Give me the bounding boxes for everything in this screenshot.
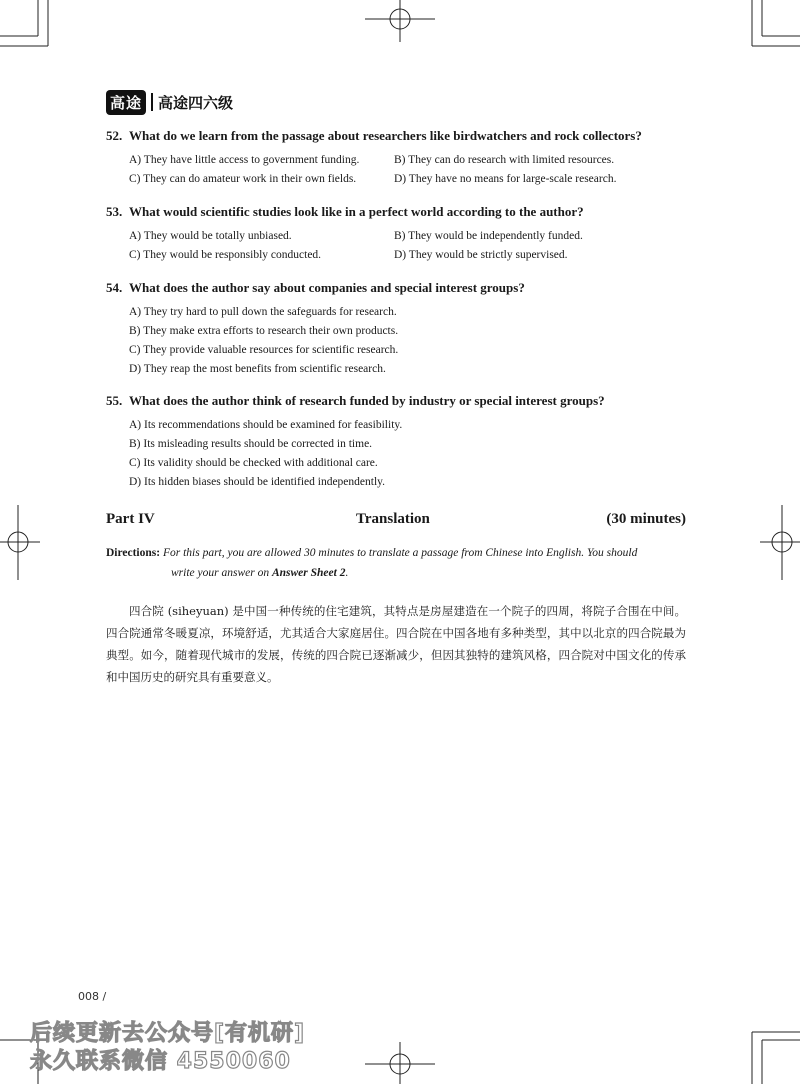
option-b: B) They would be independently funded. xyxy=(394,230,583,242)
directions xyxy=(106,543,691,583)
option-b: B) Its misleading results should be corrected in time. xyxy=(129,438,373,450)
part-header xyxy=(106,511,686,531)
directions-text-2c: . xyxy=(345,567,349,579)
question-stem xyxy=(106,128,696,144)
question-text: What does the author think of research funded by industry or special interest groups? xyxy=(129,393,605,408)
option-c: C) They provide valuable resources for scientific research. xyxy=(129,344,399,356)
option-c: C) They would be responsibly conducted. xyxy=(129,249,322,261)
question-text: What do we learn from the passage about researchers like birdwatchers and rock collectors? xyxy=(129,128,642,143)
logo-mark: 高途 xyxy=(106,90,146,115)
question-number: 54. xyxy=(106,280,123,295)
option-a: A) They have little access to government funding. xyxy=(129,154,360,166)
question-55 xyxy=(106,393,696,490)
option-a: A) Its recommendations should be examined for feasibility. xyxy=(129,419,403,431)
options xyxy=(129,228,696,263)
brand-logo xyxy=(106,89,233,115)
option-a: A) They try hard to pull down the safeguards for research. xyxy=(129,306,397,318)
option-d: D) They reap the most benefits from scientific research. xyxy=(129,363,386,375)
directions-label: Directions: xyxy=(106,547,161,559)
question-number: 53. xyxy=(106,204,123,219)
options xyxy=(129,152,696,187)
option-b: B) They make extra efforts to research their own products. xyxy=(129,325,399,337)
options xyxy=(129,304,696,377)
question-text: What does the author say about companies and special interest groups? xyxy=(129,280,525,295)
question-text: What would scientific studies look like in a perfect world according to the author? xyxy=(129,204,584,219)
page-number: 008 / xyxy=(78,990,107,1003)
option-d: D) They would be strictly supervised. xyxy=(394,249,568,261)
watermark-line-1: 后续更新去公众号[有机研] xyxy=(30,1021,306,1046)
option-c: C) Its validity should be checked with additional care. xyxy=(129,457,378,469)
question-53 xyxy=(106,204,696,263)
logo-divider xyxy=(151,93,153,111)
directions-line-2 xyxy=(106,563,691,583)
question-52 xyxy=(106,128,696,187)
option-d: D) Its hidden biases should be identified independently. xyxy=(129,476,386,488)
option-a: A) They would be totally unbiased. xyxy=(129,230,292,242)
directions-text-1: For this part, you are allowed 30 minutes to translate a passage from Chinese into English. You should xyxy=(162,547,638,559)
answer-sheet-ref: Answer Sheet 2 xyxy=(271,567,346,579)
question-stem xyxy=(106,280,696,296)
question-number: 55. xyxy=(106,393,123,408)
watermark-line-2: 永久联系微信 4550060 xyxy=(30,1049,291,1074)
question-54 xyxy=(106,280,696,377)
option-c: C) They can do amateur work in their own fields. xyxy=(129,173,357,185)
question-number: 52. xyxy=(106,128,123,143)
question-stem xyxy=(106,393,696,409)
brand-name: 高途四六级 xyxy=(158,93,234,112)
part-time: (30 minutes) xyxy=(606,511,686,527)
options xyxy=(129,417,696,490)
part-label: Part IV xyxy=(106,511,155,527)
part-title: Translation xyxy=(356,511,430,527)
question-stem xyxy=(106,204,696,220)
translation-passage: 四合院 (siheyuan) 是中国一种传统的住宅建筑，其特点是房屋建造在一个院子的四周，将院子合围在中间。四合院通常冬暖夏凉，环境舒适，尤其适合大家庭居住。四合院在中国各地有多种类型，其中以北京的四合院最为典型。如今，随着现代城市的发展，传统的四合院已逐渐减少，但因其独特的建筑风格，四合院对中国文化的传承和中国历史的研究具有重要意义。 xyxy=(106,604,686,684)
option-b: B) They can do research with limited resources. xyxy=(394,154,615,166)
option-d: D) They have no means for large-scale research. xyxy=(394,173,617,185)
directions-text-2a: write your answer on xyxy=(171,567,272,579)
